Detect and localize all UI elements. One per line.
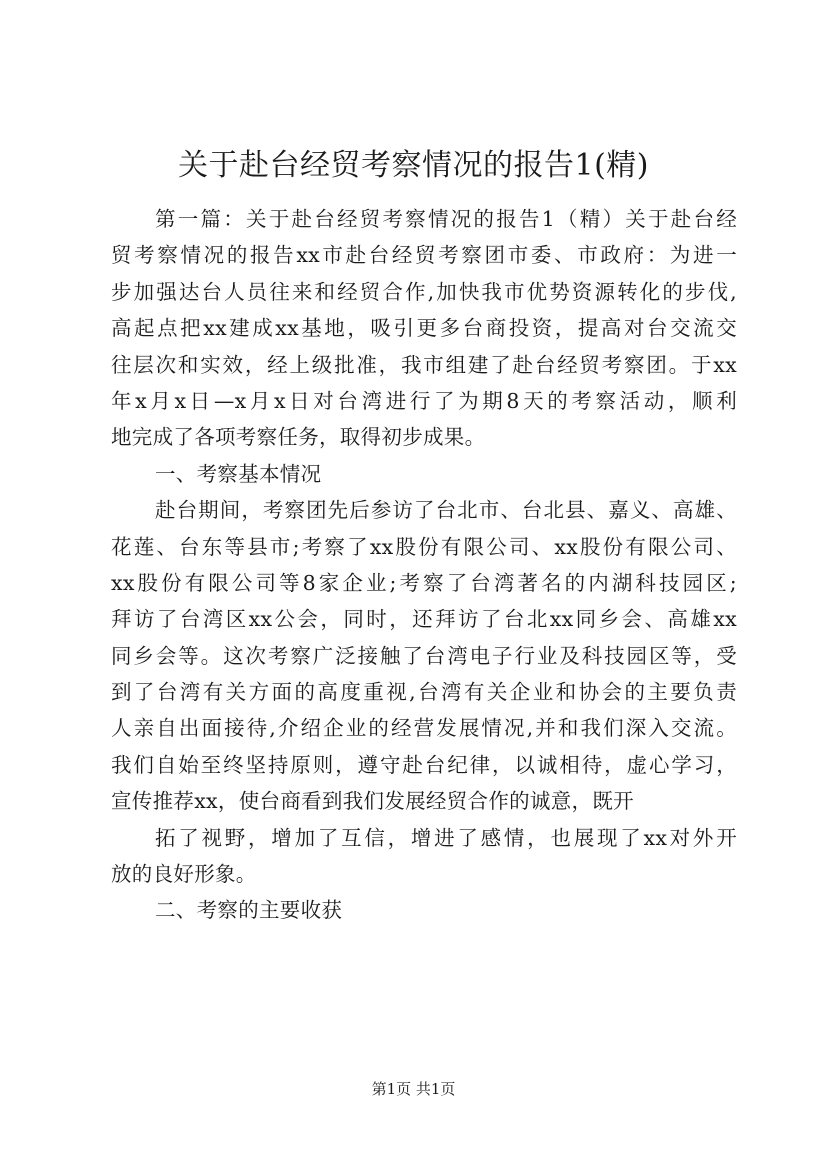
paragraph-line: 拜访了台湾区xx公会，同时，还拜访了台北xx同乡会、高雄xx (111, 607, 737, 632)
paragraph-line: 高起点把xx建成xx基地，吸引更多台商投资，提高对台交流交 (111, 316, 737, 341)
paragraph-line: xx股份有限公司等8家企业;考察了台湾著名的内湖科技园区; (111, 570, 737, 595)
paragraph-line: 到了台湾有关方面的高度重视,台湾有关企业和协会的主要负责 (111, 680, 737, 705)
document-body (111, 201, 737, 929)
paragraph-line: 步加强达台人员往来和经贸合作,加快我市优势资源转化的步伐, (111, 279, 737, 304)
page-number-footer: 第1页 共1页 (371, 1080, 456, 1098)
paragraph-line: 人亲自出面接待,介绍企业的经营发展情况,并和我们深入交流。 (111, 716, 737, 741)
paragraph-line: 年x月x日—x月x日对台湾进行了为期8天的考察活动，顺利 (111, 388, 737, 413)
paragraph-line: 拓了视野，增加了互信，增进了感情，也展现了xx对外开 (155, 825, 737, 850)
paragraph-line: 地完成了各项考察任务，取得初步成果。 (111, 425, 486, 450)
paragraph-line: 花莲、台东等县市;考察了xx股份有限公司、xx股份有限公司、 (111, 534, 737, 559)
section-heading: 二、考察的主要收获 (155, 898, 343, 923)
paragraph-line: 第一篇：关于赴台经贸考察情况的报告1（精）关于赴台经 (155, 207, 737, 231)
paragraph-line: 赴台期间，考察团先后参访了台北市、台北县、嘉义、高雄、 (155, 498, 737, 523)
paragraph-line: 宣传推荐xx，使台商看到我们发展经贸合作的诚意，既开 (111, 789, 634, 814)
paragraph-line: 往层次和实效，经上级批准，我市组建了赴台经贸考察团。于xx (111, 352, 737, 377)
paragraph-line: 同乡会等。这次考察广泛接触了台湾电子行业及科技园区等，受 (111, 643, 737, 668)
paragraph-line: 贸考察情况的报告xx市赴台经贸考察团市委、市政府：为进一 (111, 243, 737, 268)
paragraph-line: 放的良好形象。 (111, 862, 257, 887)
paragraph-line: 我们自始至终坚持原则，遵守赴台纪律，以诚相待，虚心学习， (111, 752, 737, 777)
section-heading: 一、考察基本情况 (155, 461, 322, 486)
document-title: 关于赴台经贸考察情况的报告1(精) (178, 148, 649, 183)
